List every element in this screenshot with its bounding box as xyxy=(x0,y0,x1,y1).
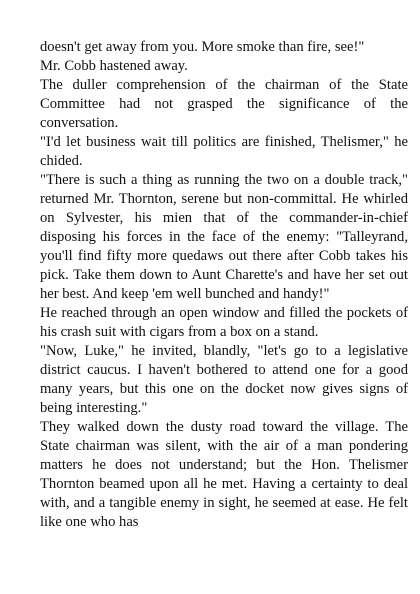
paragraph-8: They walked down the dusty road toward the village. The State chairman was silent, with the air of a man pondering matters he does not understand; but the Hon. Thelismer Thornton beamed upon all he met. Having a certainty to deal with, and a tangible enemy in sight, he seemed at ease. He felt like one who has xyxy=(40,419,408,530)
paragraph-2: Mr. Cobb hastened away. xyxy=(40,58,188,74)
page-text xyxy=(40,38,408,532)
paragraph-1: doesn't get away from you. More smoke than fire, see!" xyxy=(40,39,365,55)
paragraph-6: He reached through an open window and filled the pockets of his crash suit with cigars from a box on a stand. xyxy=(40,305,408,340)
paragraph-7: "Now, Luke," he invited, blandly, "let's go to a legislative district caucus. I haven't bothered to attend one for a good many years, but this one on the docket now gives signs of being interesting." xyxy=(40,343,408,416)
paragraph-4: "I'd let business wait till politics are finished, Thelismer," he chided. xyxy=(40,134,408,169)
paragraph-5: "There is such a thing as running the two on a double track," returned Mr. Thornton, serene but non-committal. He whirled on Sylvester, his mien that of the commander-in-chief disposing his forces in the face of the enemy: "Talleyrand, you'll find fifty more quedaws out there after Cobb takes his pick. Take them down to Aunt Charette's and have her set out her best. And keep 'em well bunched and handy!" xyxy=(40,172,408,302)
paragraph-3: The duller comprehension of the chairman of the State Committee had not grasped the significance of the conversation. xyxy=(40,77,408,131)
